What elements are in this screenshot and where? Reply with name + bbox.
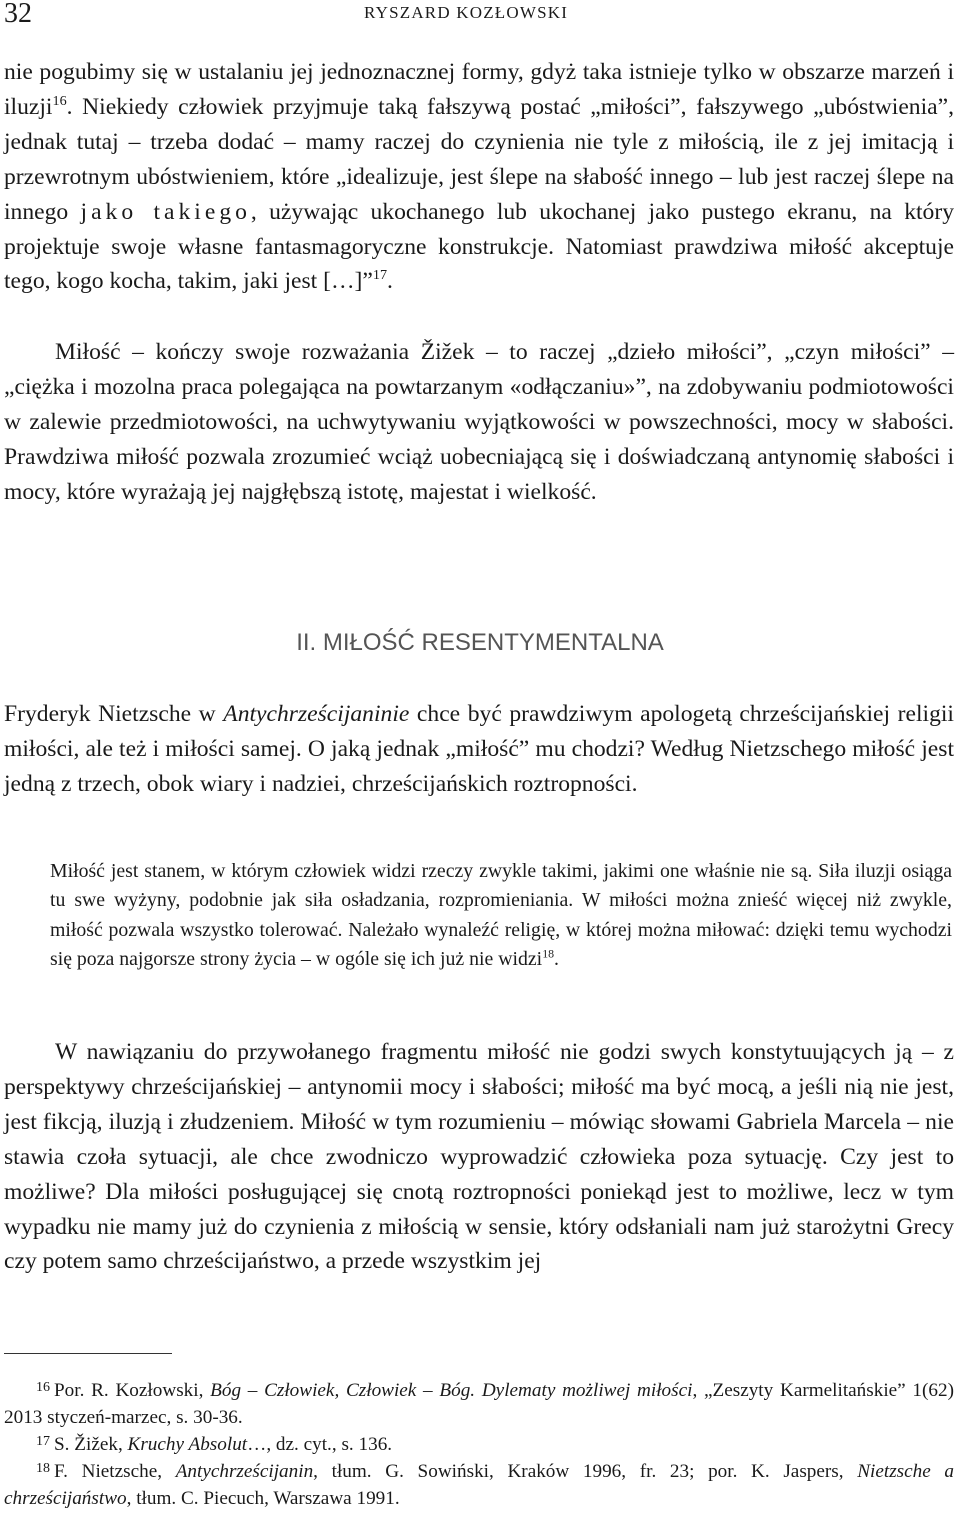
footnote-ref-17[interactable]: 17 bbox=[372, 267, 388, 284]
paragraph-3: Fryderyk Nietzsche w Antychrześcijaninie chce być prawdziwym apologetą chrześcijańskiej religii miłości, ale też i miłości samej. O jaką jednak „miłość” mu chodzi? Według Nietzschego miłość jest jedną z trzech, obok wiary i nadziei, chrześcijańskich roztropności. bbox=[4, 701, 954, 797]
paragraph-1: nie pogubimy się w ustalaniu jej jednoznacznej formy, gdyż taka istnieje tylko w obszarze marzeń i iluzji$^{16}$. Niekiedy człowiek przyjmuje taką fałszywą postać „miłości”, fałszywego „ubóstwienia”, jednak tutaj – trzeba dodać – mamy raczej do czynienia nie tyle z miłością, ile z jej imitacją i przewrotnym ubóstwieniem, które „idealizuje, jest ślepe na słabość innego – lub jest raczej ślepe na innego jako takiego, używając ukochanego lub ukochanej jako pustego ekranu, na który projektuje swoje własne fantasmagoryczne konstrukcje. Natomiast prawdziwa miłość akceptuje tego, kogo kocha, takim, jaki jest […]”$^{17}$. bbox=[4, 59, 954, 295]
running-head: RYSZARD KOZŁOWSKI bbox=[364, 3, 569, 22]
footnote-16: 16 Por. R. Kozłowski, Bóg – Człowiek, Człowiek – Bóg. Dylematy możliwej miłości, „Zeszyty Karmelitańskie” 1(62) 2013 styczeń-marzec, s. 30-36. bbox=[4, 1380, 954, 1429]
spaced-emphasis: jako takiego bbox=[80, 198, 251, 225]
paragraph-2: Miłość – kończy swoje rozważania Žižek – to raczej „dzieło miłości”, „czyn miłości” – „ciężka i mozolna praca polegająca na powtarzanym «odłączaniu»”, na zdobywaniu podmiotowości w zalewie przedmiotowości, na uchwytywaniu wyjątkowości w powszechności, mocy w słabości. Prawdziwa miłość pozwala zrozumieć wciąż uobecniającą się i doświadczaną antynomię słabości i mocy, które wyrażają jej najgłębszą istotę, majestat i wielkość. bbox=[4, 339, 954, 505]
footnote-18: 18 F. Nietzsche, Antychrześcijanin, tłum. G. Sowiński, Kraków 1996, fr. 23; por. K. Jaspers, Nietzsche a chrześcijaństwo, tłum. C. Piecuch, Warszawa 1991. bbox=[4, 1461, 955, 1510]
book-title: Antychrześcijaninie bbox=[223, 701, 410, 727]
footnote-17: 17 S. Žižek, Kruchy Absolut…, dz. cyt., s. 136. bbox=[36, 1434, 393, 1455]
block-quote: Miłość jest stanem, w którym człowiek widzi rzeczy zwykle takimi, jakimi one właśnie nie są. Siła iluzji osiąga tu swe wyżyny, podobnie jak siła osładzania, rozpromieniania. W miłości można znieść więcej niż zwykle, miłość pozwala wszystko tolerować. Należało wynaleźć religię, w której można miłować: dzięki temu wychodzi się poza najgorsze strony życia – w ogóle się ich już nie widzi$^{18}$. bbox=[50, 860, 952, 971]
footnote-ref-18[interactable]: 18 bbox=[542, 946, 555, 961]
section-heading: II. MIŁOŚĆ RESENTYMENTALNA bbox=[296, 629, 664, 656]
footnote-ref-16[interactable]: 16 bbox=[52, 93, 67, 110]
page-number: 32 bbox=[4, 0, 32, 29]
page-header bbox=[4, 0, 960, 30]
paragraph-4: W nawiązaniu do przywołanego fragmentu miłość nie godzi swych konstytuujących ją – z perspektywy chrześcijańskiej – antynomii mocy i słabości; miłość ma być mocą, a jeśli nią nie jest, jest fikcją, iluzją i złudzeniem. Miłość w tym rozumieniu – mówiąc słowami Gabriela Marcela – nie stawia czoła sytuacji, ale chce zwodniczo wyprowadzić człowieka poza sytuację. Czy jest to możliwe? Dla miłości posługującej się cnotą roztropności poniekąd jest to możliwe, lecz w tym wypadku nie mamy już do czynienia z miłością w sensie, który odsłaniali nam już starożytni Grecy czy potem samo chrześcijaństwo, a przede wszystkim jej bbox=[4, 1039, 954, 1275]
footnote-divider bbox=[4, 1353, 172, 1354]
